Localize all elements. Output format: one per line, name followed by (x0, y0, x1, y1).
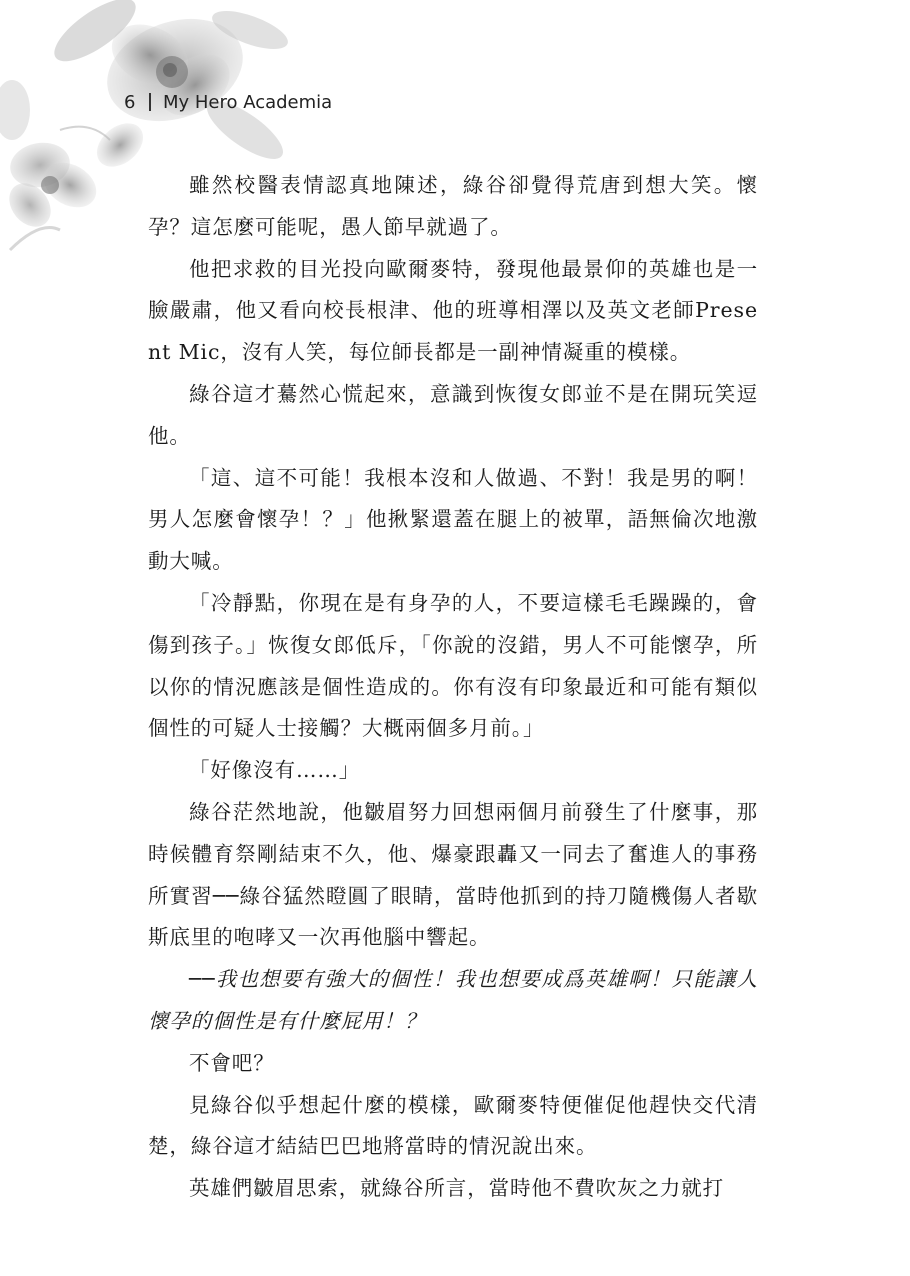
paragraph: 英雄們皺眉思索，就綠谷所言，當時他不費吹灰之力就打 (189, 1176, 724, 1201)
paragraph: 不會吧？ (189, 1050, 275, 1075)
paragraph: 他把求救的目光投向歐爾麥特，發現他最景仰的英雄也是一臉嚴肅，他又看向校長根津、他的班導相澤以及英文老師Present Mic，沒有人笑，每位師長都是一副神情凝重的模樣。 (148, 256, 758, 365)
header-separator (149, 93, 151, 111)
paragraph: 「好像沒有……」 (189, 758, 361, 783)
small-flower-icon (1, 138, 104, 235)
page-header (124, 88, 332, 116)
paragraph: 「這、這不可能！我根本沒和人做過、不對！我是男的啊！男人怎麼會懷孕！？」他揪緊還蓋在腿上的被單，語無倫次地激動大喊。 (148, 465, 758, 574)
page-number: 6 (124, 91, 136, 113)
book-title: My Hero Academia (162, 91, 333, 113)
paragraph: 雖然校醫表情認真地陳述，綠谷卻覺得荒唐到想大笑。懷孕？這怎麼可能呢，愚人節早就過了。 (148, 173, 758, 239)
paragraph: 綠谷這才驀然心慌起來，意識到恢復女郎並不是在開玩笑逗他。 (148, 381, 758, 448)
paragraph-italic-quote: ──我也想要有強大的個性！我也想要成爲英雄啊！只能讓人懷孕的個性是有什麼屁用！？ (148, 967, 758, 1033)
paragraph: 「冷靜點，你現在是有身孕的人，不要這樣毛毛躁躁的，會傷到孩子。」恢復女郎低斥，「你說的沒錯，男人不可能懷孕，所以你的情況應該是個性造成的。你有沒有印象最近和可能有類似個性的可疑人士接觸？大概兩個多月前。」 (148, 590, 758, 741)
paragraph: 綠谷茫然地說，他皺眉努力回想兩個月前發生了什麼事，那時候體育祭剛結束不久，他、爆豪跟轟又一同去了奮進人的事務所實習──綠谷猛然瞪圓了眼睛，當時他抓到的持刀隨機傷人者歇斯底里的咆哮又一次再他腦中響起。 (148, 799, 758, 950)
body-text (148, 165, 758, 1210)
paragraph: 見綠谷似乎想起什麼的模樣，歐爾麥特便催促他趕快交代清楚，綠谷這才結結巴巴地將當時的情況說出來。 (148, 1092, 758, 1159)
